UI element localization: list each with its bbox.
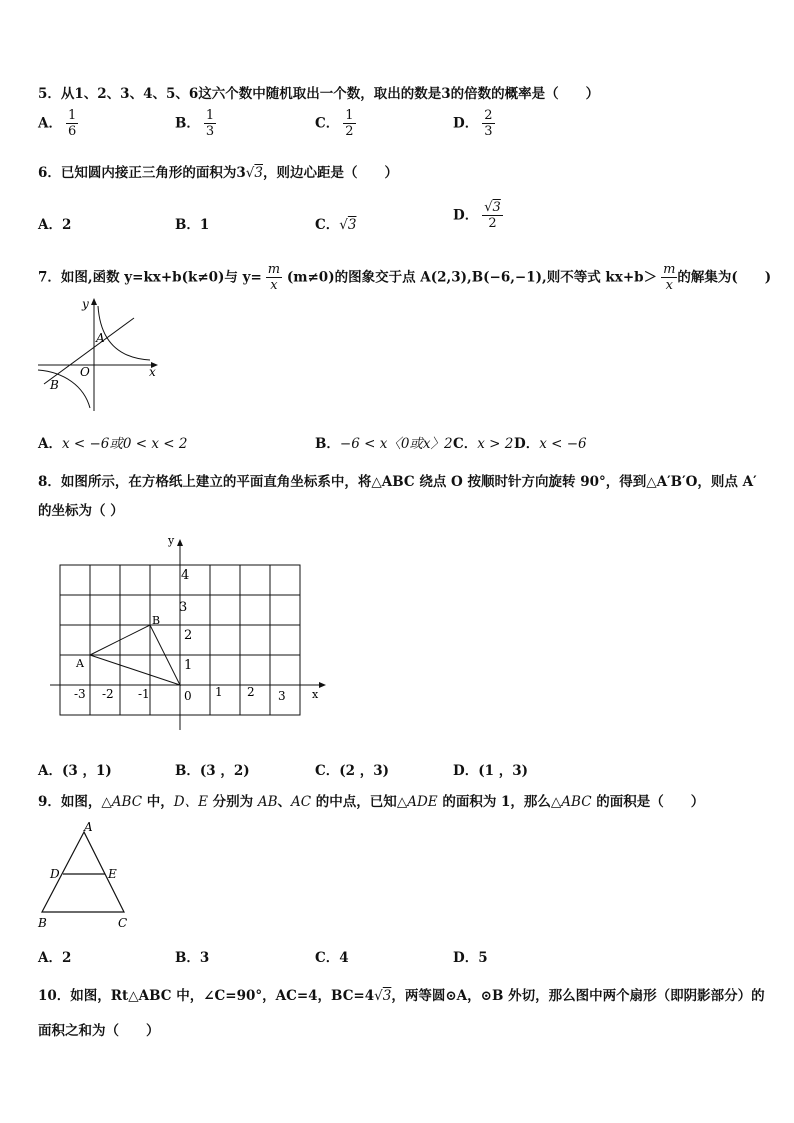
q7-label-a: A	[96, 331, 105, 345]
q7-option-c: C．x > 2	[453, 436, 514, 452]
q8-x-arrow	[319, 682, 326, 688]
q10-stem-line2: 面积之和为（ ）	[38, 1023, 160, 1039]
q8-label-a: A	[76, 657, 84, 670]
q5-option-a: A． $\frac{1}{6}$	[38, 108, 77, 139]
q9-option-d: D．5	[453, 950, 488, 966]
q5-option-c: C． $\frac{1}{2}$	[315, 108, 354, 139]
q8-xtick-1: 1	[215, 685, 223, 699]
q6-option-b: B．1	[175, 217, 210, 233]
q7-option-d: D．x < −6	[514, 436, 587, 452]
q8-ytick-1: 1	[184, 658, 193, 673]
q8-xtick-neg2: -2	[102, 687, 114, 701]
q8-ytick-4: 4	[181, 568, 190, 583]
q9-label-c: C	[118, 916, 128, 930]
q7-figure	[34, 296, 164, 414]
q6-option-a: A．2	[38, 217, 72, 233]
q7-label-o: O	[80, 365, 90, 379]
q5-option-d: D． $\frac{2}{3}$	[453, 108, 493, 139]
q6-stem: 6．已知圆内接正三角形的面积为3√3，则边心距是（ ）	[38, 165, 398, 181]
q8-xtick-3: 3	[278, 689, 286, 703]
q8-ytick-2: 2	[184, 628, 193, 643]
q8-option-c: C．(2 ，3)	[315, 763, 390, 779]
q7-label-y: y	[82, 297, 89, 311]
q8-label-y: y	[168, 534, 175, 547]
q8-y-arrow	[177, 539, 183, 546]
q7-label-x: x	[149, 365, 156, 379]
q8-xtick-neg3: -3	[74, 687, 86, 701]
q5-option-b: B． $\frac{1}{3}$	[175, 108, 215, 139]
q6-option-d: D． $\frac{√3}{2}$	[453, 200, 501, 231]
q9-option-c: C．4	[315, 950, 349, 966]
q7-hyperbola-right	[98, 306, 150, 360]
q9-option-b: B．3	[175, 950, 210, 966]
q7-stem: 7．如图,函数 y=kx+b(k≠0)与 y= $\frac{m}{x}$ (m≠0)的图象交于点 A(2,3),B(−6,−1),则不等式 kx+b＞ $\frac{m}{x}$ 的解集为( )	[38, 262, 772, 293]
q8-option-b: B．(3 ，2)	[175, 763, 250, 779]
q8-label-x: x	[312, 688, 319, 701]
q9-label-e: E	[108, 867, 117, 881]
q8-label-b: B	[152, 614, 161, 627]
q8-xtick-2: 2	[247, 685, 255, 699]
q7-label-b: B	[50, 378, 59, 392]
q8-option-a: A．(3 ，1)	[38, 763, 112, 779]
q8-figure	[46, 532, 336, 732]
q8-stem-line2: 的坐标为（ ）	[38, 503, 124, 519]
q8-xtick-neg1: -1	[138, 687, 150, 701]
q9-option-a: A．2	[38, 950, 72, 966]
q9-label-a: A	[84, 820, 93, 834]
q9-figure	[34, 820, 134, 935]
q9-label-d: D	[50, 867, 60, 881]
q6-option-c: C．√3	[315, 217, 357, 233]
q10-stem-line1: 10．如图，Rt△ABC 中，∠C=90°，AC=4，BC=4√3，两等圆⊙A，⊙B 外切，那么图中两个扇形（即阴影部分）的	[38, 988, 765, 1004]
q9-label-b: B	[38, 916, 47, 930]
q7-option-a: A．x < −6或0 < x < 2	[38, 436, 188, 452]
q7-y-arrow	[91, 298, 97, 305]
q8-ytick-3: 3	[179, 600, 188, 615]
q8-option-d: D．(1 ，3)	[453, 763, 528, 779]
q8-label-o: 0	[184, 689, 192, 703]
q9-stem: 9．如图，△ABC 中，D、E 分别为 AB、AC 的中点，已知△ADE 的面积为 1，那么△ABC 的面积是（ ）	[38, 794, 705, 810]
q8-stem-line1: 8．如图所示，在方格纸上建立的平面直角坐标系中，将△ABC 绕点 O 按顺时针方向旋转 90°，得到△A′B′O，则点 A′	[38, 474, 757, 490]
q5-stem: 5．从1、2、3、4、5、6这六个数中随机取出一个数，取出的数是3的倍数的概率是（ ）	[38, 86, 600, 102]
q7-option-b: B．−6 < x〈0或x〉2	[315, 436, 453, 452]
